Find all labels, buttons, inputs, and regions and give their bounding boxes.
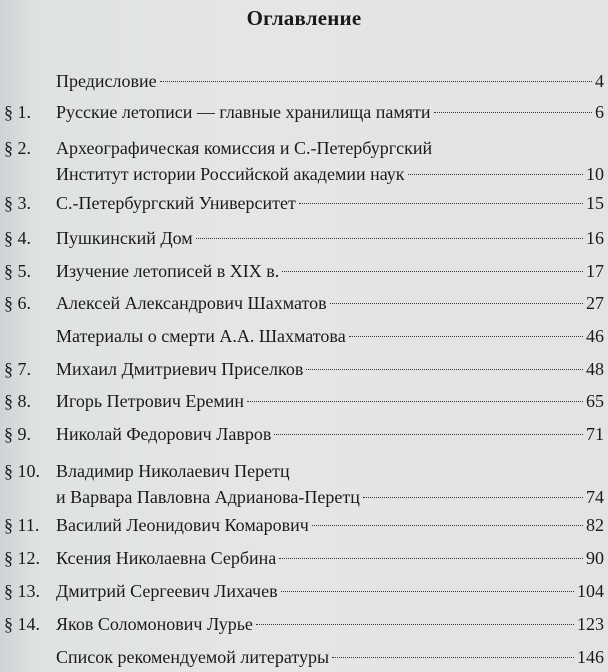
entry-title: и Варвара Павловна Адрианова-Перетц	[56, 487, 360, 507]
page-number: 82	[586, 515, 604, 535]
page-number: 123	[577, 614, 604, 634]
entry-title: Дмитрий Сергеевич Лихачев	[56, 581, 278, 601]
dot-leader	[160, 81, 592, 82]
dot-leader	[434, 112, 592, 113]
entry-title: Изучение летописей в XIX в.	[56, 261, 280, 281]
entry-text	[56, 68, 604, 94]
entry-line	[56, 225, 604, 251]
section-number: § 6.	[4, 293, 31, 313]
page-number: 17	[586, 261, 604, 281]
page-number: 16	[586, 228, 604, 248]
entry-title: С.-Петербургский Университет	[56, 193, 296, 213]
page-number: 15	[586, 193, 604, 213]
page-number: 90	[586, 548, 604, 568]
entry-title: Пушкинский Дом	[56, 228, 193, 248]
section-number: § 5.	[4, 261, 31, 281]
section-number: § 4.	[4, 228, 31, 248]
entry-text	[56, 99, 604, 125]
section-number: § 3.	[4, 193, 31, 213]
section-number: § 7.	[4, 359, 31, 379]
dot-leader	[196, 238, 583, 239]
page-number: 104	[577, 581, 604, 601]
entry-text	[56, 578, 604, 604]
entry-title: Алексей Александрович Шахматов	[56, 293, 327, 313]
page-number: 146	[577, 647, 604, 667]
section-number: § 12.	[4, 548, 40, 568]
section-number: § 14.	[4, 614, 40, 634]
page-number: 71	[586, 424, 604, 444]
section-number: § 9.	[4, 424, 31, 444]
page-number: 65	[586, 391, 604, 411]
entry-title: Материалы о смерти А.А. Шахматова	[56, 326, 346, 346]
dot-leader	[279, 558, 583, 559]
dot-leader	[306, 369, 583, 370]
entry-line	[56, 545, 604, 571]
entry-title: Русские летописи — главные хранилища памяти	[56, 102, 431, 122]
entry-line	[56, 68, 604, 94]
dot-leader	[274, 434, 583, 435]
entry-line	[56, 290, 604, 316]
page-number: 27	[586, 293, 604, 313]
entry-text	[56, 545, 604, 571]
section-number: § 13.	[4, 581, 40, 601]
entry-text	[56, 388, 604, 414]
entry-title: Список рекомендуемой литературы	[56, 647, 330, 667]
section-number: § 10.	[4, 461, 40, 481]
entry-line	[56, 388, 604, 414]
section-number: § 11.	[4, 515, 40, 535]
dot-leader	[299, 203, 583, 204]
entry-text	[56, 512, 604, 538]
entry-title: Археографическая комиссия и С.-Петербургский	[56, 138, 433, 158]
entry-line	[56, 258, 604, 284]
page-number: 6	[595, 102, 604, 122]
entry-text	[56, 290, 604, 316]
entry-line	[56, 578, 604, 604]
entry-text	[56, 356, 604, 382]
dot-leader	[332, 657, 574, 658]
dot-leader	[363, 497, 583, 498]
entry-title: Владимир Николаевич Перетц	[56, 461, 290, 481]
entry-title: Предисловие	[56, 71, 157, 91]
dot-leader	[281, 591, 574, 592]
entry-title: Ксения Николаевна Сербина	[56, 548, 277, 568]
entry-text	[56, 258, 604, 284]
entry-text	[56, 644, 604, 670]
dot-leader	[330, 303, 583, 304]
entry-title: Николай Федорович Лавров	[56, 424, 272, 444]
entry-text	[56, 458, 604, 510]
dot-leader	[247, 401, 583, 402]
entry-title: Игорь Петрович Еремин	[56, 391, 245, 411]
entry-title: Михаил Дмитриевич Приселков	[56, 359, 304, 379]
entry-text	[56, 135, 604, 187]
page-number: 46	[586, 326, 604, 346]
entry-title: Институт истории Российской академии наук	[56, 164, 405, 184]
entry-text	[56, 190, 604, 216]
entry-line	[56, 611, 604, 637]
dot-leader	[312, 525, 583, 526]
dot-leader	[282, 271, 583, 272]
page-title: Оглавление	[246, 6, 362, 30]
entry-line	[56, 323, 604, 349]
page-number: 48	[586, 359, 604, 379]
section-number: § 8.	[4, 391, 31, 411]
entry-text	[56, 421, 604, 447]
entry-title: Яков Соломонович Лурье	[56, 614, 253, 634]
entry-line	[56, 135, 604, 161]
section-number: § 1.	[4, 102, 31, 122]
entry-line	[56, 644, 604, 670]
dot-leader	[408, 174, 583, 175]
entry-line	[56, 484, 604, 510]
entry-line	[56, 356, 604, 382]
entry-text	[56, 611, 604, 637]
entry-text	[56, 323, 604, 349]
entry-line	[56, 161, 604, 187]
entry-line	[56, 421, 604, 447]
page-number: 74	[586, 487, 604, 507]
entry-text	[56, 225, 604, 251]
page-number: 10	[586, 164, 604, 184]
entry-line	[56, 99, 604, 125]
entry-line	[56, 458, 604, 484]
entry-line	[56, 190, 604, 216]
dot-leader	[349, 336, 583, 337]
page-number: 4	[595, 71, 604, 91]
entry-title: Василий Леонидович Комарович	[56, 515, 309, 535]
entry-line	[56, 512, 604, 538]
dot-leader	[256, 624, 574, 625]
section-number: § 2.	[4, 138, 31, 158]
